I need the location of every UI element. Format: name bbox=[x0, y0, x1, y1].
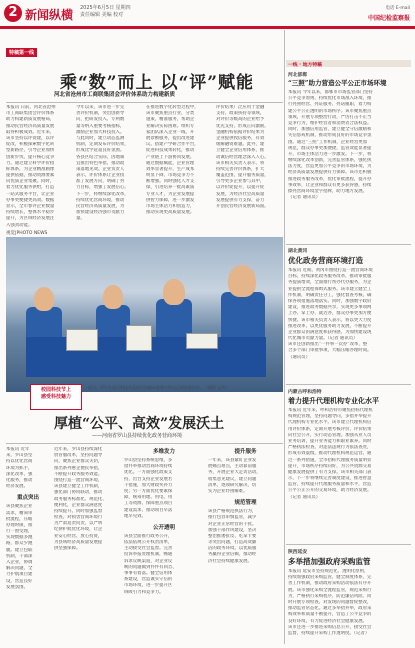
item1-region: 河北邯郸 bbox=[288, 73, 308, 78]
article1-column-2: 今年以来，该市进一步完 善评价机制，突出创新导 向，把研发投入、专利数 量等纳入重要考核指标， 激励企业加大科技投入。 与此同时，建立动态监测 机制，定期发布评价结果， 形成比学赶超良好氛围。 各县区结合实际，因地制 宜推出特色举措，推动政 策落地见效。企业负责人 表示，评价体系让企业找 准了发展方向，明确了努 力目标，增强了发展信心。 下一步，将继续深化改革， 持续优化营商环境，推动 民营经济高质量发展，为 加快建设经济强市贡献力 量。 bbox=[76, 105, 129, 222]
science-model bbox=[186, 333, 218, 349]
contact-meta: 电话 E-mail bbox=[385, 6, 410, 11]
item1-body: 本报讯 今年以来，邯郸市市场监管部门坚持 公平竞争原则，持续优化市场准入环境，推 行亮照经营、亮证服务、亮诺履职，着力构 建公平公正透明的市场秩序。该市聚焦重点 领域，开展专项整治行动，严厉打击不正当 竞争行为，维护经营者和消费者合法权益。 同时，加强信用监管，建立健全守信激励和 失信惩戒机制，推动形成良好的市场竞争氛 围。通过“三照”工作机制，企业经营更加 规范，群众办事更加便捷，监管效能显著提 升，市场主体活力进一步激发。下一步，将 继续深化改革创新，完善监管体系，强化执 法力度，营造更加公平竞争的市场环境，为 经济高质量发展提供有力保障。该市还积极 推进政务服务改革，优化审批流程，提升办 事效率，让企业和群众有更多获得感，持续 擦亮营商环境金字招牌，助力地方发展。 （记者 通讯员） bbox=[288, 90, 373, 201]
divider bbox=[286, 544, 411, 545]
issue-date: 2025年6月5日 星期四 bbox=[80, 5, 131, 11]
item4-body: 本报讯 延安市坚持规范化、透明化原则， 持续加强政府采购监管，健全制度体系，完 善工作机制，推动政府采购活动依法有序开 展。该市强化采购全流程监管，规范采购行 为，严格执行采购程序，防范廉洁风险。同 时开展专项检查，对发现的问题督促整改， 推动监管常态化。通过多举措并举，政府采 购效率和质量不断提升，营造了公平竞争的 良好环境，有力促进经济社会健康发展。 该市还进一步推进采购信息公开，接受社会 监督，持续提升采购工作透明度。（记者） bbox=[288, 569, 372, 636]
item1-headline: “三照”助力营造公平公正市场环境 bbox=[288, 79, 387, 87]
student-head bbox=[228, 265, 256, 297]
right-column bbox=[286, 30, 411, 644]
column-divider bbox=[284, 30, 285, 644]
inline-subhead: 多维发力 bbox=[152, 449, 175, 455]
item2-region: 湖北黄冈 bbox=[288, 249, 308, 254]
article1-subhead: 河北省沧州市工商联集团会评价体系助力构建新质 bbox=[54, 92, 176, 98]
inline-subhead: 提升服务 bbox=[234, 449, 257, 455]
article2-column-4: 提升服务 一年来，该县紧盯企业发 展痛点难点，主动靠前服 务，开展企业大走访活动， 收集意见建议，建立问题 清单，逐项研究解决，切 实为企业纾困解难。 规范管理 该县严格规范执法行为， 推行包容审慎监管，减少 对企业正常经营的干扰。 加强干部作风建设，坚决 整治推诿扯皮、吃拿卡要 等突出问题，打造高效廉 洁的政务环境，以优质服 务赢得企业信赖，推动经 济社会持续健康发展。 bbox=[208, 447, 283, 644]
inline-subhead: 规范管理 bbox=[234, 500, 257, 507]
photo-label: 视觉|PHOTO NEWS bbox=[6, 231, 48, 236]
masthead-meta bbox=[80, 5, 131, 19]
item3-body: 本报讯 近年来，呼和浩特市聚焦招标代理机 构规范管理，坚持问题导向，多措并举提升 代理机构专业化水平。该市建立代理机构信 用评价体系，定期开展考核评价，评价结果 向社会公开，实行动态管理。加强从业人员 业务培训，提升业务能力和职业素养。同时 严格执法检查，对违法违规行为依法查处， 形成有效震慑，推动代理机构规范运营。通 过一系列措施，全市招标代理服务质量明显 提升，市场秩序持续向好，为公共资源交易 健康发展提供了有力支撑。该市相关部门表 示，下一步将继续完善制度建设，推进智慧 监管，持续提升代理服务质量和水平，营造 公平公正公开的交易环境，助力经济发展。 （记者 通讯员） bbox=[288, 408, 373, 500]
science-model bbox=[126, 325, 152, 351]
divider bbox=[286, 244, 411, 245]
photo-caption: 近日，学生在展示科技作品时兴奋地向老师介绍自己的创意设计。（摄影 记者） bbox=[88, 385, 230, 390]
divider bbox=[286, 384, 411, 385]
student-head bbox=[34, 287, 54, 311]
editor-line: 责任编辑 美编 校对 bbox=[80, 12, 124, 18]
page-number-badge: 2 bbox=[4, 4, 22, 22]
right-section-tag: 一线 · 地方特稿 bbox=[288, 63, 322, 68]
divider bbox=[6, 443, 283, 444]
section-title: 新闻纵横 bbox=[25, 8, 74, 22]
article2-subhead: ——河南省罗山县持续优化政务营商环境 bbox=[92, 433, 183, 439]
article2-column-2: 近年来，罗山县持续深化 放管服改革，坚持问题导 向，聚焦企业群众关切， 推出系列惠企便民举措， 不断提升政务服务效能。 围绕打造一流营商环境， 该县建立健全工作机制， 强化部门协同联动，推动 政务服务标准化、规范化、 便利化，企业群众满意度 持续提升。同时加强监督 检查，对损害营商环境行 为严肃追责问责，以严明 纪律护航优化环境，让企 业安心经营、放心投资， 为县域经济高质量发展提 供坚强保障。 bbox=[54, 447, 107, 551]
article2-column-1: 本报讯 近年 来，罗山县坚 持以优化营商 环境为抓手， 深化改革，强 化服务，推动 经济发展。 重点突出 该县聚焦企业 需求，精简审 批流程，压缩 办理时限，推 行一窗受理， 实现数据多跑 路，群众少跑 腿。建立包联 机制，干部深 入企业，协调 解决问题，全 力护航项目建 设，营造良好 发展氛围。 bbox=[6, 447, 50, 644]
article1-column-3: 在推进数字化转型过程中， 该市聚焦重点行业，分类 施策，精准服务，帮助企 业解决实际困难。组织专 家团队深入企业一线，开 展诊断服务，提出改进建 议。搭建产学研合作平台， 促进科技成果转化，推动 产业链上下游协同发展。 通过数据赋能，企业管理 效率显著提升，生产成本 明显下降，市场竞争力不 断增强。同时强化人才支 撑，引进培养一批高素质 专业人才，为企业发展提 供智力保障，进一步激发 市场主体活力和创造力， 推动实现更高质量发展。 bbox=[146, 105, 199, 216]
divider bbox=[6, 102, 283, 103]
caption-box-line: 感受科技魅力 bbox=[40, 394, 71, 400]
student-head bbox=[103, 285, 123, 309]
article2-headline: 厚植“公平、高效”发展沃土 bbox=[54, 416, 225, 432]
item3-headline: 着力提升代理机构专业化水平 bbox=[288, 396, 379, 405]
inline-subhead: 公开透明 bbox=[152, 524, 175, 531]
article1-column-1: 本报讯 日前，河北省沧州 市工商联集团会评价体系 助力构建新质发展格局， 推动民营经济高质量发展 取得积极成效。近年来， 该市坚持以评促建，以评 促改，积极探索数字化转 型新路径，引导企业加快 创新步伐，提升核心竞争 力。通过建立科学评价指 标体系，为企业精准画像 提供依据，推动资源要素 向优质企业集聚。同时， 着力优化服务供给，打造 一站式服务平台，让企业 办事更便捷更高效。数据 显示，全市参评企业数量 持续增长，整体水平稳步 提升，为区域经济发展注 入强劲动能。 bbox=[6, 105, 56, 228]
photo-caption-box bbox=[30, 384, 82, 410]
article-tag: 特稿第一线 bbox=[6, 48, 37, 57]
article2-column-3: 多维发力 罗山县坚持系统思维，多 措并举推动营商环境持续 优化。一方面强化政策支 持，出台支持企业发展若 干措施，加大财政奖补力 度；另一方面优化要素保 障，统筹用地、用电、用 工等资源，保障重点项目 建设需求，推动项目早落 地早见效。 公开透明 该县全面推行政务公开， 依法依规公开权责清单， 主动接受社会监督。完善 投诉举报处理机制，畅通 诉求反映渠道，对企业反 映的问题做到件件有回音、 事事有着落。健全信用体 系建设，营造诚实守信的 市场环境，进一步提升区 域吸引力和竞争力。 bbox=[124, 447, 204, 644]
item2-body: 本报讯 近期，黄冈市围绕打造一流营商环境 目标，持续深化政务服务改革，推动审批服 务提质增效，全面推行帮办代办服务，为企 业提供全流程保姆式服务。该市建立健全工 作机制，明确责任分工，强化督查考核，确 保各项措施落地落实。同时，加强数字政府 建设，推进政务数据共享，实现更多事项网 上办、掌上办、就近办，群众办事更加方便 快捷。该市相关负责人表示，将以更大力度 推进改革，以更优服务助力发展，不断提升 企业群众的满意度和获得感，为加快建设现 代化城市贡献力量。（记者 通讯员） 该市还创新推出“一件事一次办”改革，整 合多个部门审批事项，大幅压缩办理时间。 （通讯员） bbox=[288, 268, 373, 360]
item2-headline: 优化政务营商环境打造 bbox=[288, 256, 363, 265]
newspaper-brand: 中国纪检监察报 bbox=[367, 15, 410, 22]
science-model bbox=[66, 329, 98, 351]
item4-headline: 多举措加强政府采购监管 bbox=[288, 557, 371, 566]
item4-region: 陕西延安 bbox=[288, 550, 308, 555]
header-rule bbox=[0, 26, 415, 29]
inline-subhead: 重点突出 bbox=[16, 495, 39, 502]
caption-box-line: 校园科技节上 bbox=[40, 387, 71, 393]
article1-column-4: 评价结果广泛应用于金融 支持、政策扶持等领域， 对评价等级高的企业给予 优先支持，形成正向激励。 金融机构依据评价结果为 企业提供授信服务，有效 缓解融资难题。此外，建 立健全企业信用体系，推 动诚信经营理念深入人心。 该市相关负责人表示，将 持续完善评价体系，扩大 覆盖范围，提升服务质量， 引导更多企业参与其中， 以评价促提升，以提升促 发展，为经济社会高质量 发展提供有力支撑，奋力 开创民营经济发展新局面。 bbox=[216, 105, 269, 209]
item3-region: 内蒙古呼和浩特 bbox=[288, 390, 322, 395]
news-photo bbox=[6, 237, 283, 392]
article1-headline: 乘“数”而上 以“评”赋能 bbox=[60, 73, 255, 93]
student-head bbox=[163, 279, 185, 305]
